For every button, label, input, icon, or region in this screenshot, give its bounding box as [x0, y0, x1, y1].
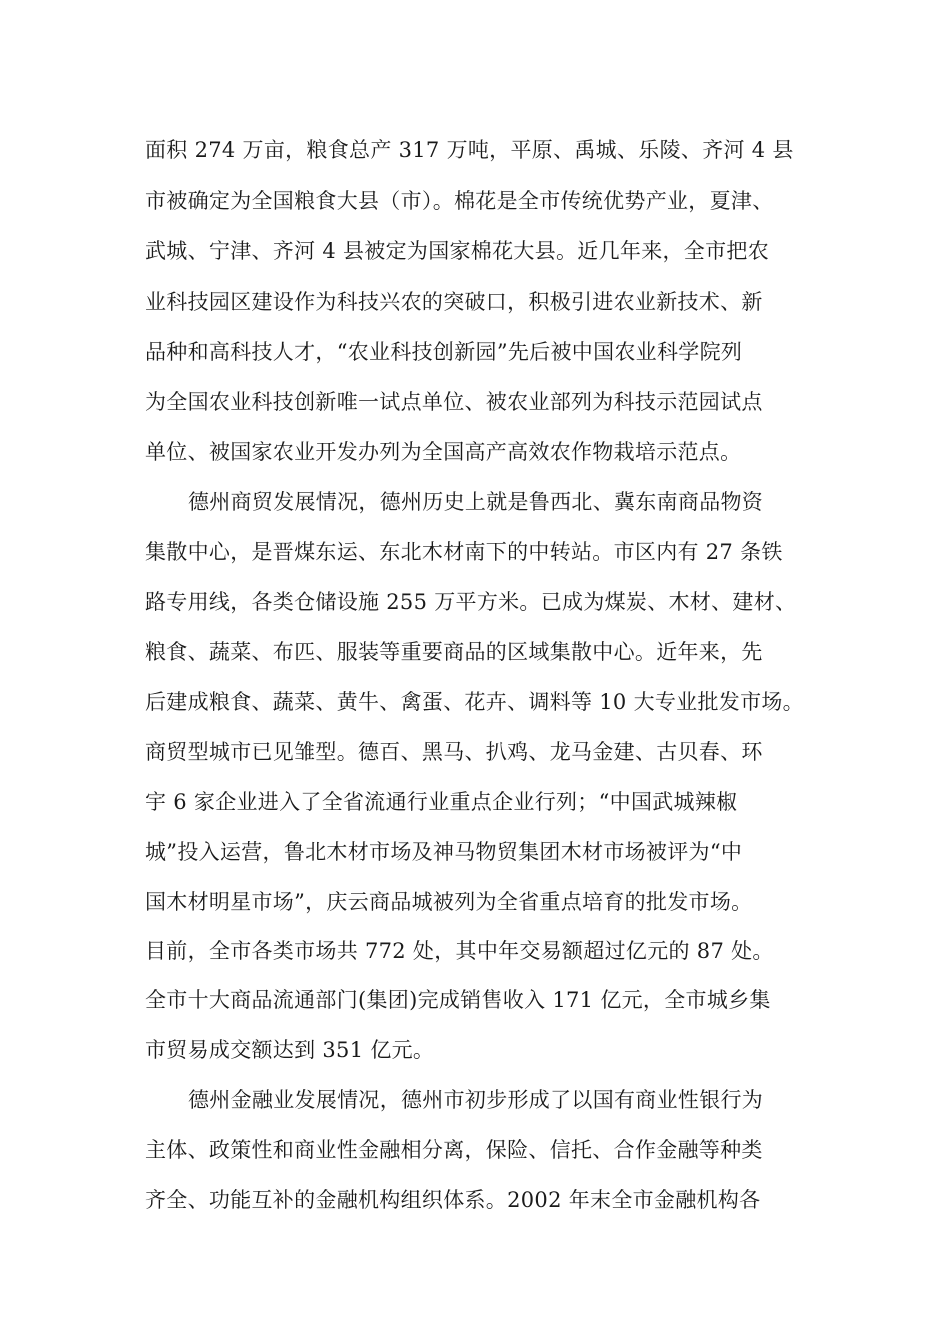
text-line: 市贸易成交额达到 351 亿元。 — [145, 1038, 435, 1062]
text-line: 武城、宁津、齐河 4 县被定为国家棉花大县。近几年来，全市把农 — [145, 239, 770, 263]
text-line: 宇 6 家企业进入了全省流通行业重点企业行列；“中国武城辣椒 — [145, 790, 738, 814]
text-line: 后建成粮食、蔬菜、黄牛、禽蛋、花卉、调料等 10 大专业批发市场。 — [145, 690, 804, 714]
text-line: 品种和高科技人才，“农业科技创新园”先后被中国农业科学院列 — [145, 340, 743, 364]
text-line: 单位、被国家农业开发办列为全国高产高效农作物栽培示范点。 — [145, 440, 742, 464]
text-line: 路专用线，各类仓储设施 255 万平方米。已成为煤炭、木材、建材、 — [145, 590, 797, 614]
text-line: 集散中心，是晋煤东运、东北木材南下的中转站。市区内有 27 条铁 — [145, 540, 783, 564]
text-line: 市被确定为全国粮食大县（市）。棉花是全市传统优势产业，夏津、 — [145, 189, 774, 213]
text-line: 国木材明星市场”，庆云商品城被列为全省重点培育的批发市场。 — [145, 890, 753, 914]
text-line: 全市十大商品流通部门(集团)完成销售收入 171 亿元，全市城乡集 — [145, 988, 771, 1012]
text-line: 粮食、蔬菜、布匹、服装等重要商品的区域集散中心。近年来，先 — [145, 640, 763, 664]
text-line: 主体、政策性和商业性金融相分离，保险、信托、合作金融等种类 — [145, 1138, 763, 1162]
text-line: 城”投入运营，鲁北木材市场及神马物贸集团木材市场被评为“中 — [145, 840, 743, 864]
text-line: 目前，全市各类市场共 772 处，其中年交易额超过亿元的 87 处。 — [145, 939, 774, 963]
text-line: 商贸型城市已见雏型。德百、黑马、扒鸡、龙马金建、古贝春、环 — [145, 740, 763, 764]
text-line: 为全国农业科技创新唯一试点单位、被农业部列为科技示范园试点 — [145, 390, 763, 414]
paragraph-first-line: 德州商贸发展情况，德州历史上就是鲁西北、冀东南商品物资 — [188, 490, 764, 514]
text-line: 面积 274 万亩，粮食总产 317 万吨，平原、禹城、乐陵、齐河 4 县 — [145, 138, 794, 162]
text-line: 齐全、功能互补的金融机构组织体系。2002 年末全市金融机构各 — [145, 1188, 761, 1212]
paragraph-first-line: 德州金融业发展情况，德州市初步形成了以国有商业性银行为 — [188, 1088, 764, 1112]
text-line: 业科技园区建设作为科技兴农的突破口，积极引进农业新技术、新 — [145, 290, 763, 314]
